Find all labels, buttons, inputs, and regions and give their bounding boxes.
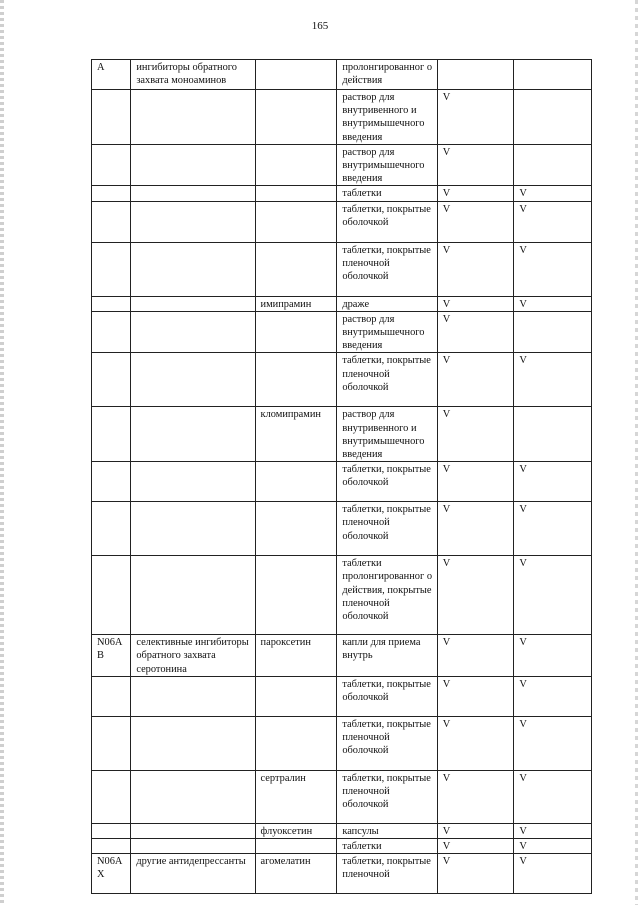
drug-name-cell: [255, 839, 337, 854]
mark-cell-col5: V: [437, 676, 514, 716]
pharm-group-cell: [131, 186, 255, 201]
dosage-form-cell: капли для приема внутрь: [337, 635, 437, 677]
dosage-form-cell: таблетки, покрытые оболочкой: [337, 201, 437, 242]
mark-cell-col6: V: [514, 823, 592, 838]
mark-cell-col6: [514, 311, 592, 353]
mark-cell-col5: V: [437, 201, 514, 242]
pharm-group-cell: [131, 90, 255, 145]
pharm-group-cell: [131, 296, 255, 311]
atc-code-cell: [92, 770, 131, 823]
atc-code-cell: [92, 296, 131, 311]
mark-cell-col5: V: [437, 407, 514, 462]
atc-code-cell: [92, 502, 131, 556]
mark-cell-col6: V: [514, 201, 592, 242]
mark-cell-col5: V: [437, 716, 514, 770]
page-number: 165: [311, 20, 329, 32]
pharm-group-cell: [131, 242, 255, 296]
pharm-group-cell: [131, 556, 255, 635]
mark-cell-col6: V: [514, 353, 592, 407]
dosage-form-cell: таблетки, покрытые оболочкой: [337, 676, 437, 716]
mark-cell-col6: [514, 60, 592, 90]
atc-code-cell: [92, 716, 131, 770]
atc-code-cell: [92, 201, 131, 242]
drug-name-cell: [255, 676, 337, 716]
table-row: [92, 635, 592, 677]
table-row: [92, 502, 592, 556]
mark-cell-col6: V: [514, 186, 592, 201]
dosage-form-cell: раствор для внутримышечного введения: [337, 144, 437, 186]
mark-cell-col5: V: [437, 635, 514, 677]
table-row: [92, 90, 592, 145]
drug-name-cell: агомелатин: [255, 854, 337, 894]
atc-code-cell: [92, 186, 131, 201]
mark-cell-col5: V: [437, 296, 514, 311]
atc-code-cell: [92, 242, 131, 296]
atc-code-cell: [92, 556, 131, 635]
table-row: [92, 676, 592, 716]
mark-cell-col5: V: [437, 502, 514, 556]
atc-code-cell: [92, 462, 131, 502]
mark-cell-col5: V: [437, 186, 514, 201]
dosage-form-cell: таблетки, покрытые пленочной оболочкой: [337, 502, 437, 556]
dosage-form-cell: капсулы: [337, 823, 437, 838]
pharm-group-cell: ингибиторы обратного захвата моноаминов: [131, 60, 255, 90]
pharm-group-cell: [131, 144, 255, 186]
mark-cell-col6: V: [514, 462, 592, 502]
pharm-group-cell: [131, 839, 255, 854]
mark-cell-col6: [514, 144, 592, 186]
atc-code-cell: [92, 839, 131, 854]
dosage-form-cell: таблетки, покрытые пленочной оболочкой: [337, 716, 437, 770]
pharm-group-cell: [131, 716, 255, 770]
drug-name-cell: [255, 716, 337, 770]
drug-name-cell: [255, 60, 337, 90]
table-row: [92, 462, 592, 502]
mark-cell-col6: V: [514, 635, 592, 677]
mark-cell-col5: V: [437, 90, 514, 145]
table-row: [92, 296, 592, 311]
atc-code-cell: [92, 353, 131, 407]
mark-cell-col6: V: [514, 502, 592, 556]
pharm-group-cell: другие антидепрессанты: [131, 854, 255, 894]
table-row: [92, 407, 592, 462]
drug-name-cell: [255, 462, 337, 502]
drug-name-cell: кломипрамин: [255, 407, 337, 462]
table-row: [92, 242, 592, 296]
table-row: [92, 311, 592, 353]
pharm-group-cell: селективные ингибиторы обратного захвата серотонина: [131, 635, 255, 677]
dosage-form-cell: таблетки: [337, 839, 437, 854]
mark-cell-col5: V: [437, 854, 514, 894]
dosage-form-cell: таблетки, покрытые пленочной оболочкой: [337, 353, 437, 407]
drug-table: [91, 59, 592, 894]
pharm-group-cell: [131, 502, 255, 556]
mark-cell-col5: V: [437, 144, 514, 186]
drug-name-cell: [255, 144, 337, 186]
table-row: [92, 353, 592, 407]
atc-code-cell: N06А В: [92, 635, 131, 677]
mark-cell-col6: [514, 407, 592, 462]
dosage-form-cell: таблетки, покрытые пленочной оболочкой: [337, 770, 437, 823]
mark-cell-col6: [514, 90, 592, 145]
mark-cell-col6: V: [514, 770, 592, 823]
mark-cell-col5: V: [437, 353, 514, 407]
atc-code-cell: [92, 823, 131, 838]
drug-name-cell: пароксетин: [255, 635, 337, 677]
scan-edge-right: [635, 0, 638, 905]
mark-cell-col6: V: [514, 854, 592, 894]
dosage-form-cell: пролонгированног о действия: [337, 60, 437, 90]
table-row: [92, 854, 592, 894]
pharm-group-cell: [131, 407, 255, 462]
table-row: [92, 201, 592, 242]
mark-cell-col5: V: [437, 839, 514, 854]
atc-code-cell: N06А Х: [92, 854, 131, 894]
drug-name-cell: [255, 90, 337, 145]
table-row: [92, 823, 592, 838]
pharm-group-cell: [131, 462, 255, 502]
pharm-group-cell: [131, 353, 255, 407]
mark-cell-col6: V: [514, 296, 592, 311]
mark-cell-col5: V: [437, 311, 514, 353]
pharm-group-cell: [131, 676, 255, 716]
table-row: [92, 716, 592, 770]
atc-code-cell: А: [92, 60, 131, 90]
pharm-group-cell: [131, 201, 255, 242]
dosage-form-cell: раствор для внутривенного и внутримышечного введения: [337, 407, 437, 462]
drug-name-cell: [255, 353, 337, 407]
mark-cell-col5: V: [437, 823, 514, 838]
drug-name-cell: [255, 201, 337, 242]
drug-name-cell: [255, 311, 337, 353]
drug-name-cell: [255, 242, 337, 296]
table-row: [92, 556, 592, 635]
dosage-form-cell: драже: [337, 296, 437, 311]
table-row: [92, 839, 592, 854]
dosage-form-cell: таблетки пролонгированног о действия, покрытые пленочной оболочкой: [337, 556, 437, 635]
drug-name-cell: флуоксетин: [255, 823, 337, 838]
table-row: [92, 770, 592, 823]
pharm-group-cell: [131, 770, 255, 823]
mark-cell-col6: V: [514, 676, 592, 716]
mark-cell-col6: V: [514, 242, 592, 296]
atc-code-cell: [92, 90, 131, 145]
mark-cell-col5: [437, 60, 514, 90]
mark-cell-col6: V: [514, 839, 592, 854]
dosage-form-cell: таблетки, покрытые пленочной оболочкой: [337, 242, 437, 296]
mark-cell-col6: V: [514, 556, 592, 635]
table-row: [92, 144, 592, 186]
dosage-form-cell: раствор для внутримышечного введения: [337, 311, 437, 353]
atc-code-cell: [92, 144, 131, 186]
dosage-form-cell: таблетки, покрытые оболочкой: [337, 462, 437, 502]
mark-cell-col5: V: [437, 462, 514, 502]
dosage-form-cell: таблетки, покрытые пленочной: [337, 854, 437, 894]
dosage-form-cell: раствор для внутривенного и внутримышечного введения: [337, 90, 437, 145]
drug-name-cell: имипрамин: [255, 296, 337, 311]
table-row: [92, 60, 592, 90]
mark-cell-col5: V: [437, 770, 514, 823]
scan-edge-left: [0, 0, 4, 905]
drug-name-cell: [255, 186, 337, 201]
pharm-group-cell: [131, 823, 255, 838]
mark-cell-col5: V: [437, 242, 514, 296]
atc-code-cell: [92, 676, 131, 716]
mark-cell-col5: V: [437, 556, 514, 635]
drug-name-cell: [255, 556, 337, 635]
pharm-group-cell: [131, 311, 255, 353]
atc-code-cell: [92, 407, 131, 462]
table-row: [92, 186, 592, 201]
dosage-form-cell: таблетки: [337, 186, 437, 201]
mark-cell-col6: V: [514, 716, 592, 770]
atc-code-cell: [92, 311, 131, 353]
drug-name-cell: сертралин: [255, 770, 337, 823]
drug-name-cell: [255, 502, 337, 556]
